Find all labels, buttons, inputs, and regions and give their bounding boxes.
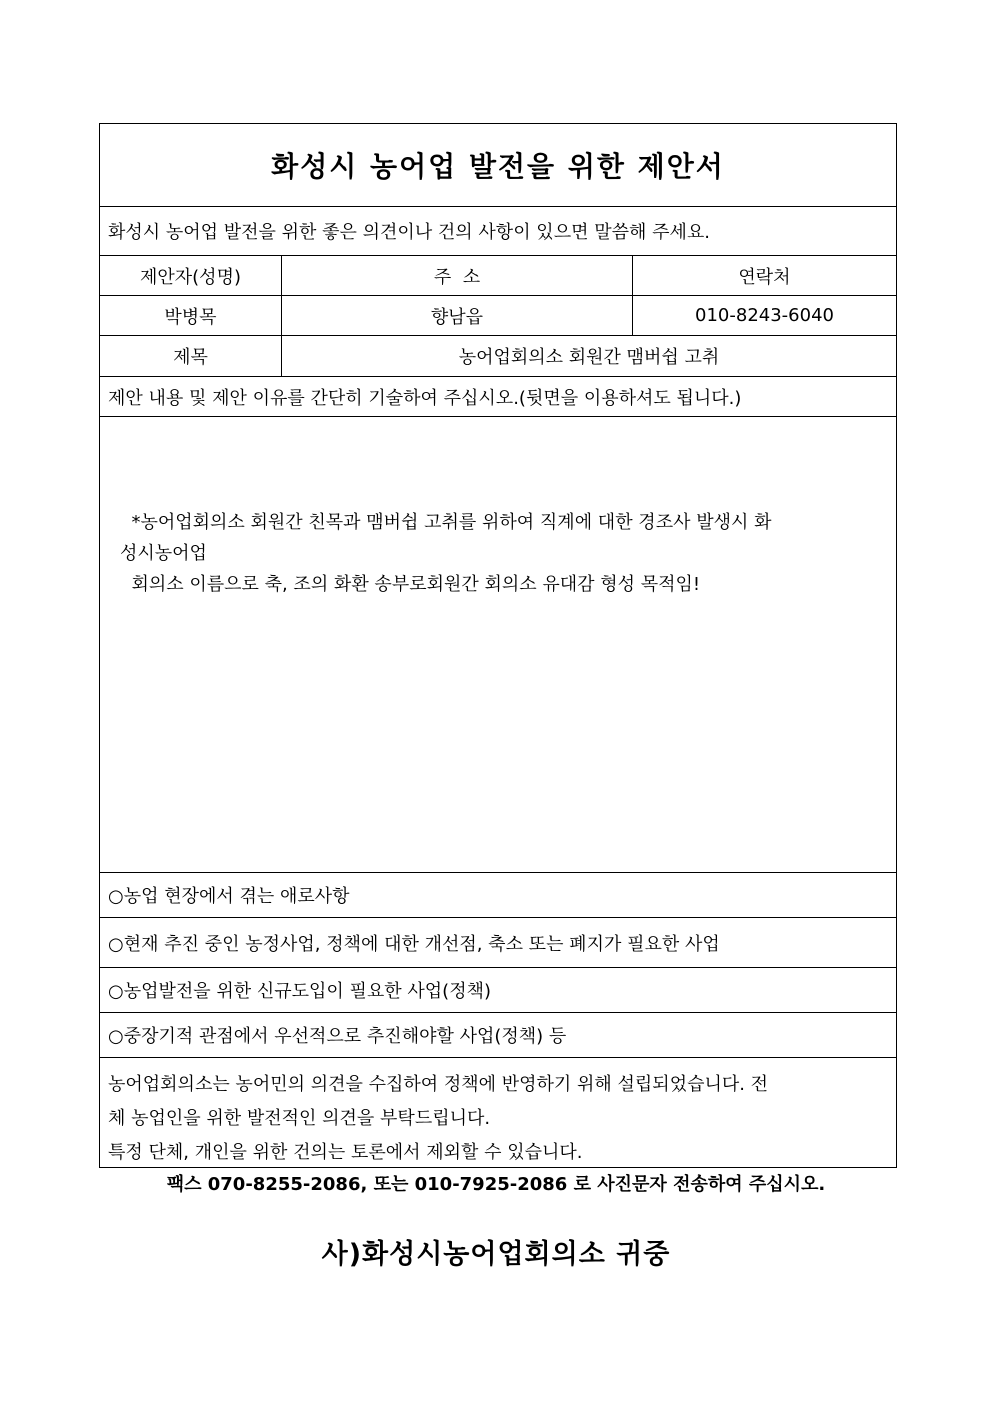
contact-value: 010-8243-6040 bbox=[632, 296, 896, 335]
intro-row bbox=[100, 207, 896, 256]
content-line: *농어업회의소 회원간 친목과 맴버쉽 고취를 위하여 직계에 대한 경조사 발생시 화 bbox=[120, 512, 772, 533]
title-row bbox=[100, 124, 896, 207]
proposer-header: 제안자(성명) bbox=[140, 266, 241, 288]
subject-label: 제목 bbox=[173, 347, 208, 368]
notice-line: 체 농업인을 위한 발전적인 의견을 부탁드립니다. bbox=[108, 1108, 491, 1129]
topic-long-term: ○중장기적 관점에서 우선적으로 추진해야할 사업(정책) 등 bbox=[108, 1026, 567, 1047]
fax-instructions: 팩스 070-8255-2086, 또는 010-7925-2086 로 사진문자 전송하여 주십시오. bbox=[166, 1174, 826, 1195]
subject-row bbox=[100, 336, 896, 377]
instruction-row bbox=[100, 377, 896, 417]
notice-box bbox=[100, 1058, 896, 1167]
content-line: 성시농어업 bbox=[120, 543, 207, 564]
topic-difficulties: ○농업 현장에서 겪는 애로사항 bbox=[108, 886, 350, 907]
topic-row bbox=[100, 1013, 896, 1058]
proposal-content bbox=[120, 507, 876, 600]
values-row bbox=[100, 296, 896, 336]
topic-row bbox=[100, 873, 896, 918]
intro-text: 화성시 농어업 발전을 위한 좋은 의견이나 건의 사항이 있으면 말씀해 주세요. bbox=[108, 222, 710, 243]
content-area bbox=[100, 417, 896, 873]
form-title: 화성시 농어업 발전을 위한 제안서 bbox=[271, 150, 725, 183]
address-header: 주 소 bbox=[281, 256, 632, 295]
topic-improvements: ○현재 추진 중인 농정사업, 정책에 대한 개선점, 축소 또는 폐지가 필요한 사업 bbox=[108, 933, 720, 955]
proposal-form bbox=[99, 123, 897, 1168]
recipient-organization: 사)화성시농어업회의소 귀중 bbox=[321, 1239, 671, 1270]
contact-header: 연락처 bbox=[632, 256, 896, 295]
subject-value: 농어업회의소 회원간 맴버쉽 고취 bbox=[281, 336, 896, 376]
topic-row bbox=[100, 918, 896, 968]
topic-row bbox=[100, 968, 896, 1013]
notice-line: 농어업회의소는 농어민의 의견을 수집하여 정책에 반영하기 위해 설립되었습니다. 전 bbox=[108, 1074, 769, 1095]
notice-line: 특정 단체, 개인을 위한 건의는 토론에서 제외할 수 있습니다. bbox=[108, 1142, 583, 1163]
content-instruction: 제안 내용 및 제안 이유를 간단히 기술하여 주십시오.(뒷면을 이용하셔도 됩니다.) bbox=[108, 387, 742, 409]
address-value: 향남읍 bbox=[281, 296, 632, 335]
proposer-name: 박병목 bbox=[164, 306, 217, 328]
content-line: 회의소 이름으로 축, 조의 화환 송부로회원간 회의소 유대감 형성 목적임! bbox=[120, 574, 701, 595]
topic-new-projects: ○농업발전을 위한 신규도입이 필요한 사업(정책) bbox=[108, 981, 492, 1002]
header-row bbox=[100, 256, 896, 296]
